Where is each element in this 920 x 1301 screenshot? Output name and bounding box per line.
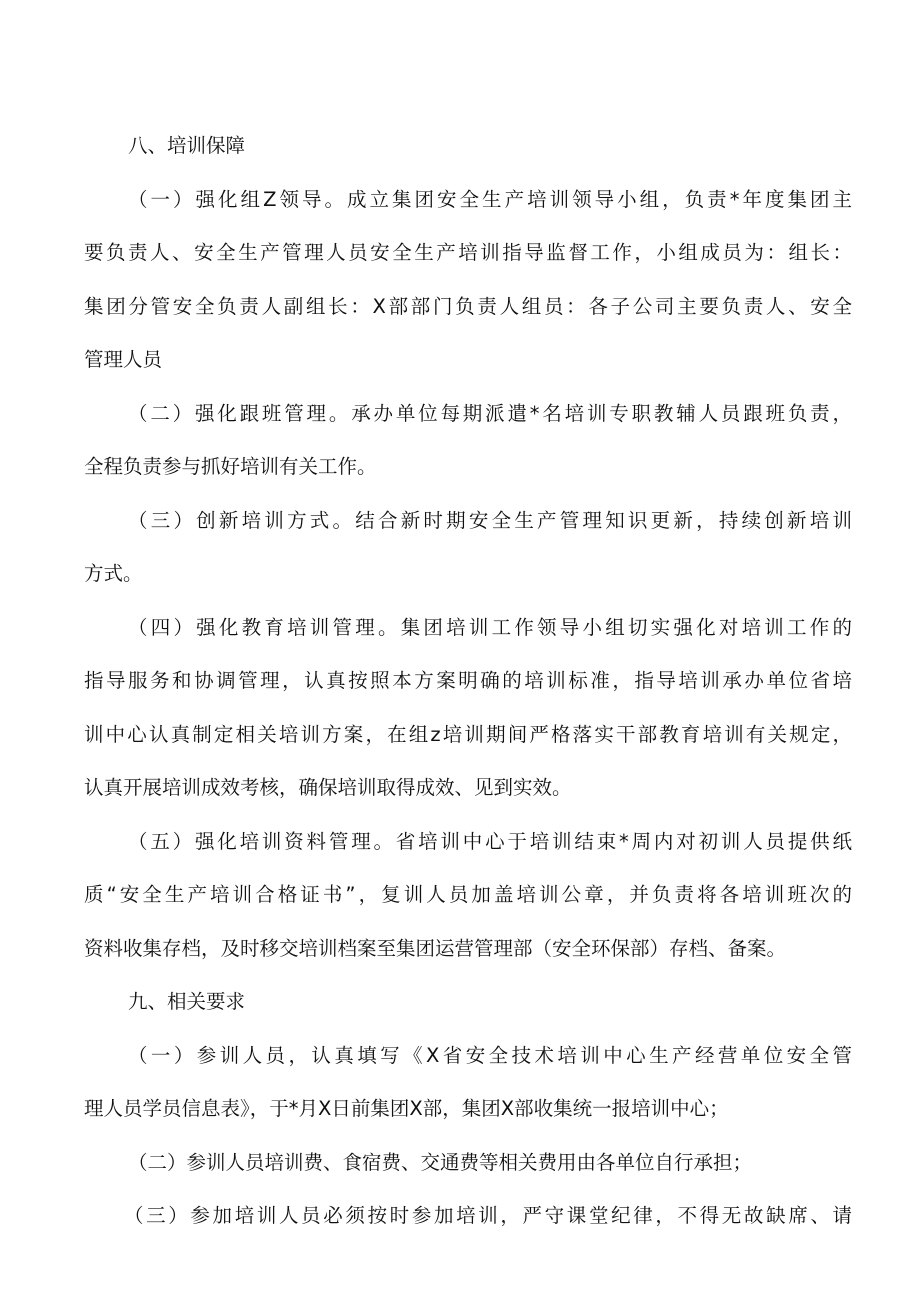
paragraph-line: （三）参加培训人员必须按时参加培训，严守课堂纪律，不得无故缺席、请	[124, 1204, 852, 1227]
paragraph-line: 认真开展培训成效考核，确保培训取得成效、见到实效。	[84, 776, 572, 799]
paragraph-line: （一）参训人员，认真填写《X省安全技术培训中心生产经营单位安全管	[128, 1043, 852, 1067]
paragraph-line: 资料收集存档，及时移交培训档案至集团运营管理部（安全环保部）存档、备案。	[84, 936, 787, 960]
paragraph-line: 要负责人、安全生产管理人员安全生产培训指导监督工作，小组成员为：组长：	[84, 241, 852, 264]
paragraph-line: 管理人员	[84, 348, 163, 371]
section-heading-8: 八、培训保障	[128, 134, 246, 157]
paragraph-line: 全程负责参与抓好培训有关工作。	[84, 455, 377, 478]
paragraph-line: （四）强化教育培训管理。集团培训工作领导小组切实强化对培训工作的	[128, 615, 852, 639]
paragraph-line: 集团分管安全负责人副组长：X部部门负责人组员：各子公司主要负责人、安全	[84, 294, 852, 318]
paragraph-line: 训中心认真制定相关培训方案，在组z培训期间严格落实干部教育培训有关规定，	[84, 722, 852, 746]
paragraph-line: 方式。	[84, 562, 143, 585]
section-heading-9: 九、相关要求	[128, 990, 246, 1013]
paragraph-line: 质“安全生产培训合格证书”，复训人员加盖培训公章，并负责将各培训班次的	[84, 883, 852, 906]
paragraph-line: （五）强化培训资料管理。省培训中心于培训结束*周内对初训人员提供纸	[128, 829, 852, 853]
paragraph-line: （二）参训人员培训费、食宿费、交通费等相关费用由各单位自行承担；	[128, 1150, 753, 1174]
paragraph-line: 理人员学员信息表》，于*月X日前集团X部，集团X部收集统一报培训中心；	[84, 1097, 729, 1120]
document-body	[84, 128, 852, 1252]
paragraph-line: （三）创新培训方式。结合新时期安全生产管理知识更新，持续创新培训	[128, 508, 852, 532]
paragraph-line: 指导服务和协调管理，认真按照本方案明确的培训标准，指导培训承办单位省培	[84, 669, 852, 692]
paragraph-line: （二）强化跟班管理。承办单位每期派遣*名培训专职教辅人员跟班负责，	[128, 401, 852, 425]
paragraph-line: （一）强化组Z领导。成立集团安全生产培训领导小组，负责*年度集团主	[128, 187, 852, 211]
